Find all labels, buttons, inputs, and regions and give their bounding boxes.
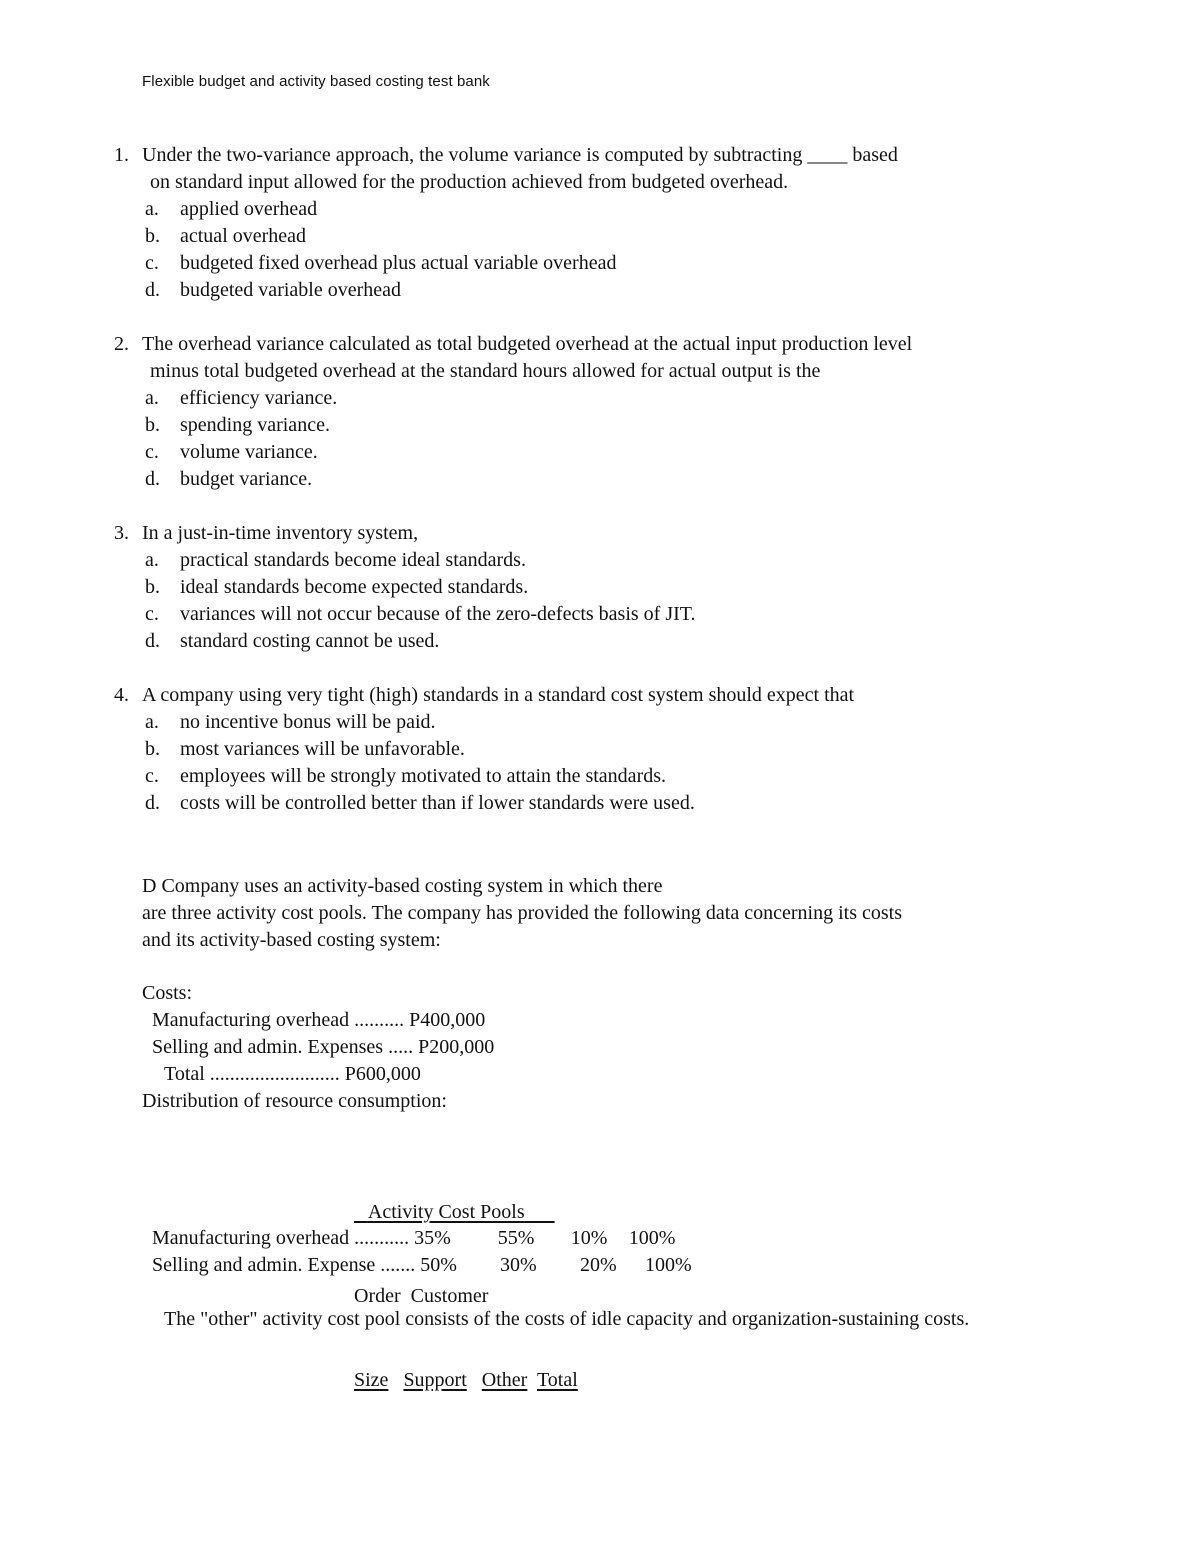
option-text: employees will be strongly motivated to attain the standards.	[180, 765, 667, 787]
question-stem	[114, 520, 1074, 547]
case-intro-line-2: are three activity cost pools. The company has provided the following data concerning its costs	[142, 902, 902, 924]
row-label: Manufacturing overhead ...........	[152, 1227, 410, 1249]
group-header	[354, 1201, 555, 1223]
option-letter: b.	[145, 738, 160, 760]
option-b	[114, 412, 1074, 439]
option-letter: a.	[145, 198, 159, 220]
column-size: Size	[354, 1369, 389, 1391]
option-text: no incentive bonus will be paid.	[180, 711, 436, 733]
option-letter: d.	[145, 792, 160, 814]
group-header-text: Activity Cost Pools	[367, 1201, 525, 1223]
question-number: 3.	[114, 522, 129, 544]
option-a	[114, 385, 1074, 412]
question-number: 1.	[114, 144, 129, 166]
option-text: budget variance.	[180, 468, 313, 490]
other-pool-note: The "other" activity cost pool consists of the costs of idle capacity and organization-sustaining costs.	[164, 1308, 970, 1330]
option-letter: d.	[145, 279, 160, 301]
option-c	[114, 439, 1074, 466]
case-intro	[142, 873, 1082, 954]
option-d	[114, 628, 1074, 655]
table-row	[152, 1252, 698, 1279]
option-text: standard costing cannot be used.	[180, 630, 440, 652]
option-a	[114, 196, 1074, 223]
cell-total: 100%	[644, 1254, 692, 1276]
option-text: efficiency variance.	[180, 387, 338, 409]
question-text-line-1: Under the two-variance approach, the volume variance is computed by subtracting ____ based	[142, 144, 898, 166]
row-label: Selling and admin. Expense .......	[152, 1254, 416, 1276]
option-text: actual overhead	[180, 225, 307, 247]
cost-line-manufacturing: Manufacturing overhead .......... P400,000	[152, 1009, 486, 1031]
cell-size: 50%	[420, 1254, 457, 1276]
question-text-line-2: minus total budgeted overhead at the standard hours allowed for actual output is the	[150, 360, 821, 382]
option-letter: d.	[145, 468, 160, 490]
option-text: most variances will be unfavorable.	[180, 738, 465, 760]
option-d	[114, 277, 1074, 304]
question-stem	[114, 331, 1074, 385]
case-intro-line-3: and its activity-based costing system:	[142, 929, 441, 951]
question-text-line-1: In a just-in-time inventory system,	[142, 522, 419, 544]
option-text: volume variance.	[180, 441, 318, 463]
column-support: Support	[403, 1369, 467, 1391]
header-order: Order	[354, 1285, 401, 1307]
cell-other: 20%	[579, 1254, 617, 1276]
option-letter: a.	[145, 549, 159, 571]
question-text-line-2: on standard input allowed for the production achieved from budgeted overhead.	[150, 171, 789, 193]
option-letter: c.	[145, 441, 159, 463]
column-total: Total	[536, 1369, 578, 1391]
option-b	[114, 574, 1074, 601]
option-text: spending variance.	[180, 414, 330, 436]
option-a	[114, 547, 1074, 574]
cell-support: 55%	[497, 1227, 535, 1249]
cell-support: 30%	[499, 1254, 537, 1276]
option-a	[114, 709, 1074, 736]
column-other: Other	[481, 1369, 528, 1391]
question-text-line-1: The overhead variance calculated as total budgeted overhead at the actual input production level	[142, 333, 913, 355]
question-stem	[114, 142, 1074, 196]
cell-size: 35%	[414, 1227, 451, 1249]
option-d	[114, 790, 1074, 817]
cell-other: 10%	[570, 1227, 608, 1249]
question-text-line-1: A company using very tight (high) standards in a standard cost system should expect that	[142, 684, 855, 706]
option-letter: b.	[145, 225, 160, 247]
option-c	[114, 763, 1074, 790]
question-1	[114, 142, 1074, 304]
option-letter: a.	[145, 387, 159, 409]
option-letter: b.	[145, 576, 160, 598]
option-text: applied overhead	[180, 198, 318, 220]
option-text: practical standards become ideal standards.	[180, 549, 526, 571]
option-d	[114, 466, 1074, 493]
option-letter: b.	[145, 414, 160, 436]
option-text: costs will be controlled better than if lower standards were used.	[180, 792, 695, 814]
cost-line-selling: Selling and admin. Expenses ..... P200,000	[152, 1036, 495, 1058]
cell-total: 100%	[628, 1227, 676, 1249]
question-number: 2.	[114, 333, 129, 355]
option-letter: d.	[145, 630, 160, 652]
option-b	[114, 736, 1074, 763]
option-c	[114, 601, 1074, 628]
option-c	[114, 250, 1074, 277]
option-letter: c.	[145, 765, 159, 787]
document-header: Flexible budget and activity based costing test bank	[142, 73, 490, 90]
option-letter: c.	[145, 603, 159, 625]
cost-line-total: Total .......................... P600,000	[164, 1063, 421, 1085]
question-3	[114, 520, 1074, 655]
option-letter: c.	[145, 252, 159, 274]
header-customer: Customer	[410, 1285, 489, 1307]
question-stem	[114, 682, 1074, 709]
option-text: budgeted fixed overhead plus actual variable overhead	[180, 252, 617, 274]
option-b	[114, 223, 1074, 250]
option-text: budgeted variable overhead	[180, 279, 402, 301]
question-4	[114, 682, 1074, 817]
table-row	[152, 1225, 682, 1252]
costs-section	[142, 980, 494, 1115]
option-letter: a.	[145, 711, 159, 733]
question-number: 4.	[114, 684, 129, 706]
costs-heading: Costs:	[142, 982, 193, 1004]
activity-table-header	[354, 1142, 578, 1422]
option-text: ideal standards become expected standards.	[180, 576, 529, 598]
case-intro-line-1: D Company uses an activity-based costing system in which there	[142, 875, 663, 897]
question-2	[114, 331, 1074, 493]
distribution-heading: Distribution of resource consumption:	[142, 1090, 447, 1112]
option-text: variances will not occur because of the zero-defects basis of JIT.	[180, 603, 696, 625]
